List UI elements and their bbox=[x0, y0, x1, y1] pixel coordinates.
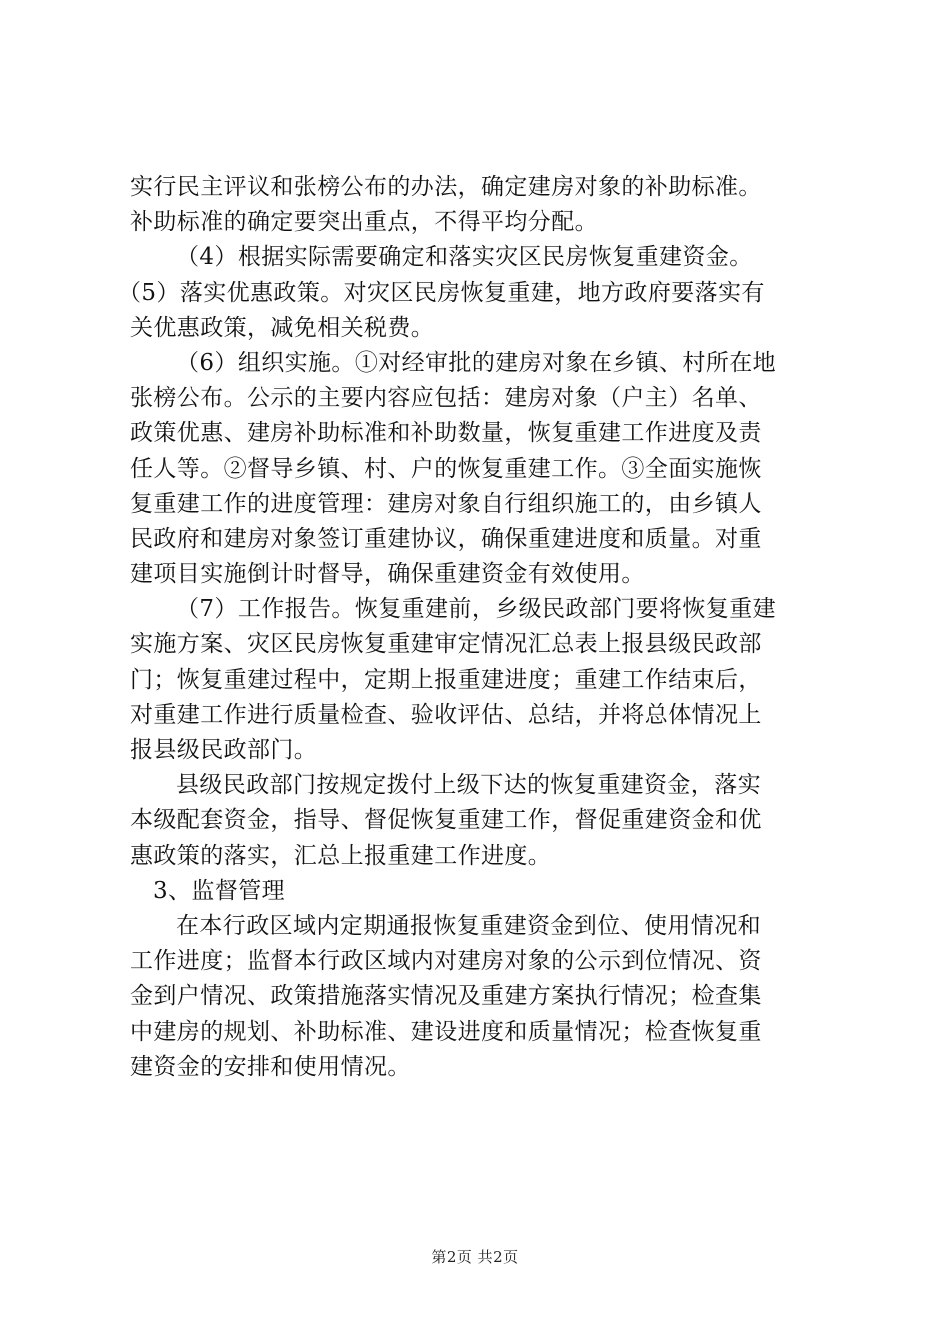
section-heading: 3、监督管理 bbox=[153, 877, 286, 904]
document-body bbox=[118, 170, 830, 1085]
text-line: 门；恢复重建过程中，定期上报重建进度；重建工作结束后， bbox=[130, 666, 762, 693]
text-line: （6）组织实施。①对经审批的建房对象在乡镇、村所在地 bbox=[176, 349, 777, 376]
text-line: 中建房的规划、补助标准、建设进度和质量情况；检查恢复重 bbox=[130, 1018, 762, 1045]
text-line: 补助标准的确定要突出重点，不得平均分配。 bbox=[130, 209, 598, 236]
text-line: （5）落实优惠政策。对灾区民房恢复重建，地方政府要落实有 bbox=[118, 279, 765, 306]
text-line: 实行民主评议和张榜公布的办法，确定建房对象的补助标准。 bbox=[130, 174, 762, 200]
text-line: 报县级民政部门。 bbox=[130, 737, 318, 763]
text-line: 金到户情况、政策措施落实情况及重建方案执行情况；检查集 bbox=[130, 983, 762, 1010]
text-line: 复重建工作的进度管理：建房对象自行组织施工的，由乡镇人 bbox=[130, 490, 762, 517]
text-line: 张榜公布。公示的主要内容应包括：建房对象（户主）名单、 bbox=[130, 385, 762, 412]
text-line: 民政府和建房对象签订重建协议，确保重建进度和质量。对重 bbox=[130, 525, 762, 552]
text-line: （4）根据实际需要确定和落实灾区民房恢复重建资金。 bbox=[176, 244, 753, 271]
text-line: 政策优惠、建房补助标准和补助数量，恢复重建工作进度及责 bbox=[130, 420, 762, 447]
text-line: 建资金的安排和使用情况。 bbox=[130, 1053, 411, 1080]
text-line: 任人等。②督导乡镇、村、户的恢复重建工作。③全面实施恢 bbox=[130, 455, 762, 482]
text-line: 本级配套资金，指导、督促恢复重建工作，督促重建资金和优 bbox=[130, 807, 762, 834]
text-line: 对重建工作进行质量检查、验收评估、总结，并将总体情况上 bbox=[130, 701, 762, 728]
page-number-footer: 第2页 共2页 bbox=[431, 1248, 519, 1266]
text-line: 惠政策的落实，汇总上报重建工作进度。 bbox=[130, 842, 552, 869]
text-line: 在本行政区域内定期通报恢复重建资金到位、使用情况和 bbox=[176, 912, 761, 939]
text-line: 建项目实施倒计时督导，确保重建资金有效使用。 bbox=[130, 561, 645, 588]
text-line: 关优惠政策，减免相关税费。 bbox=[130, 314, 435, 341]
text-line: 县级民政部门按规定拨付上级下达的恢复重建资金，落实 bbox=[176, 772, 761, 799]
text-line: 实施方案、灾区民房恢复重建审定情况汇总表上报县级民政部 bbox=[130, 631, 762, 658]
text-line: 工作进度；监督本行政区域内对建房对象的公示到位情况、资 bbox=[130, 948, 762, 975]
text-line: （7）工作报告。恢复重建前，乡级民政部门要将恢复重建 bbox=[176, 596, 777, 623]
